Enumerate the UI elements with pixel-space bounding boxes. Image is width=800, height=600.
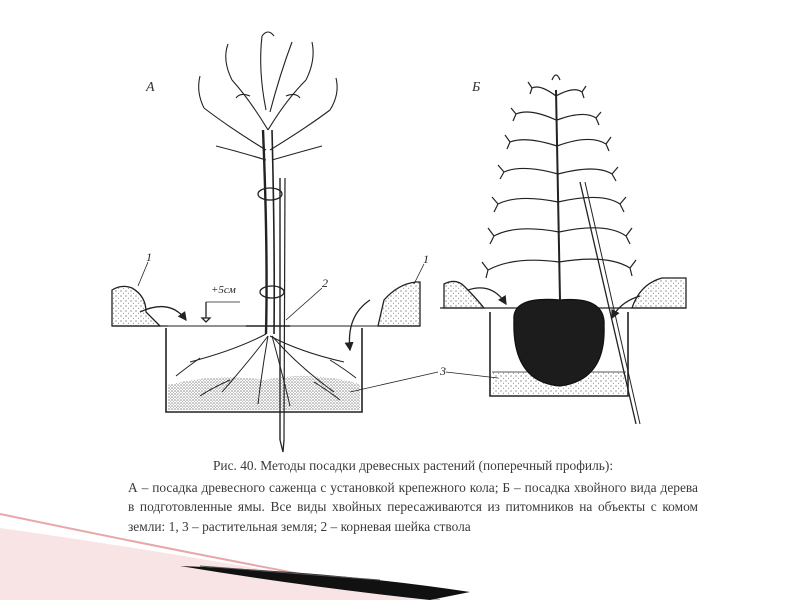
leader-1-right <box>414 264 424 284</box>
leader-3 <box>350 372 438 392</box>
soil-mound-right <box>378 282 420 326</box>
depth-marker <box>202 302 210 322</box>
soil-mound-b-left <box>444 281 484 308</box>
callout-root-collar: 2 <box>322 276 328 290</box>
panel-label-b: Б <box>472 80 481 95</box>
soil-arrow-right <box>349 300 370 350</box>
conifer-trunk <box>556 90 560 300</box>
panel-label-a: А <box>146 80 155 95</box>
tree-crown <box>199 32 337 160</box>
soil-mound-b-right <box>632 278 686 308</box>
leader-1-left <box>138 262 148 286</box>
caption-title: Рис. 40. Методы посадки древесных растений (поперечный профиль): <box>212 458 614 473</box>
stake-tie-upper <box>258 188 282 200</box>
soil-mound-left <box>112 286 160 326</box>
leader-2 <box>286 288 322 320</box>
callout-plant-soil-right: 1 <box>423 252 429 266</box>
callout-plant-soil-bottom: 3 <box>440 364 446 378</box>
panel-b-drawing <box>350 75 686 424</box>
panel-a-drawing <box>112 32 424 452</box>
tree-trunk <box>263 130 267 334</box>
page-curl-decoration <box>0 500 800 600</box>
callout-plant-soil-left: 1 <box>146 250 152 264</box>
depth-label: +5см <box>211 284 236 296</box>
caption-body: А – посадка древесного саженца с установкой крепежного кола; Б – посадка хвойного вида дерева в подготовленные ямы. Все виды хвойных пересаживаются из питомников на объекты с комом земли: 1, 3 – растительная земля; 2 – корневая шейка ствола <box>128 479 698 534</box>
